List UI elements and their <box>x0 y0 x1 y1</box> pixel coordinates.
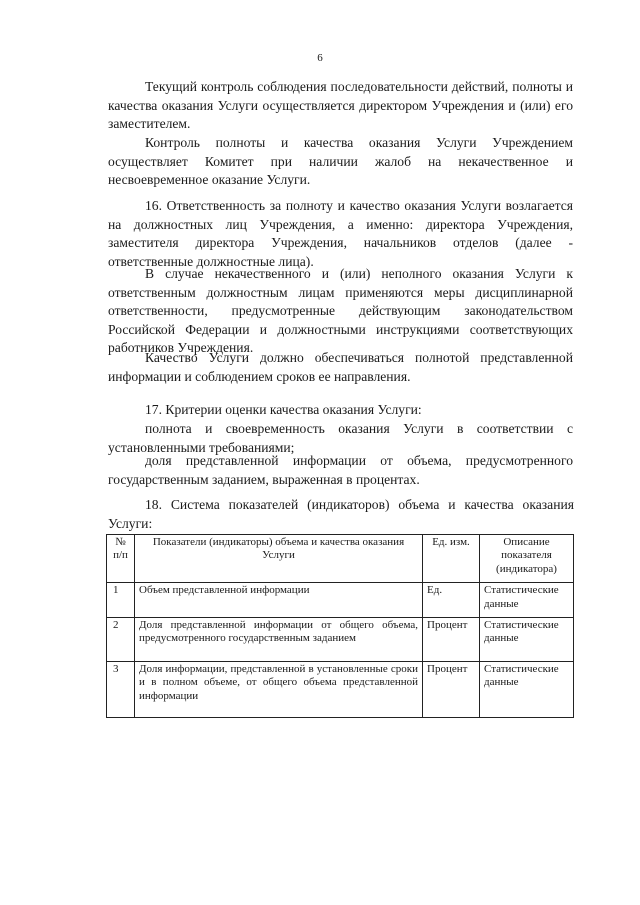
row-unit: Ед. <box>423 583 480 618</box>
indicators-table <box>106 534 574 718</box>
paragraph-17-criteria-heading: 17. Критерии оценки качества оказания Услуги: <box>145 402 422 417</box>
table-row <box>107 618 574 662</box>
paragraph-disciplinary-measures: В случае некачественного и (или) неполного оказания Услуги к ответственным должностным лицам применяются меры дисциплинарной ответственности, предусмотренные действующим законодательством Российской Федерации и должностными инструкциями соответствующих работников Учреждения. <box>108 266 573 356</box>
header-unit: Ед. изм. <box>423 535 480 583</box>
row-unit: Процент <box>423 618 480 662</box>
header-indicator: Показатели (индикаторы) объема и качества оказания Услуги <box>135 535 423 583</box>
page-number: 6 <box>317 52 323 64</box>
row-indicator: Доля представленной информации от общего объема, предусмотренного государственным заданием <box>135 618 423 662</box>
paragraph-criterion-share: доля представленной информации от объема, предусмотренного государственным заданием, выраженная в процентах. <box>108 453 573 487</box>
table-header-row <box>107 535 574 583</box>
row-indicator: Доля информации, представленной в установленные сроки и в полном объеме, от общего объема представленной информации <box>135 662 423 718</box>
paragraph-16-responsibility: 16. Ответственность за полноту и качество оказания Услуги возлагается на должностных лиц Учреждения, а именно: директора Учреждения, заместителя директора Учреждения, начальников отделов (далее - ответственные должностные лица). <box>108 198 573 269</box>
row-num: 1 <box>107 583 135 618</box>
paragraph-current-control: Текущий контроль соблюдения последовательности действий, полноты и качества оказания Услуги осуществляется директором Учреждения и (или) его заместителем. <box>108 79 573 132</box>
paragraph-committee-control: Контроль полноты и качества оказания Услуги Учреждением осуществляет Комитет при наличии жалоб на некачественное и несвоевременное оказание Услуги. <box>108 135 573 188</box>
row-num: 2 <box>107 618 135 662</box>
row-num: 3 <box>107 662 135 718</box>
table-row <box>107 583 574 618</box>
paragraph-service-quality: Качество Услуги должно обеспечиваться полнотой представленной информации и соблюдением сроков ее направления. <box>108 350 573 384</box>
header-description: Описание показателя (индикатора) <box>480 535 574 583</box>
paragraph-criterion-completeness: полнота и своевременность оказания Услуги в соответствии с установленными требованиями; <box>108 421 573 455</box>
table-row <box>107 662 574 718</box>
paragraph-18-indicators-heading: 18. Система показателей (индикаторов) объема и качества оказания Услуги: <box>108 497 574 531</box>
row-description: Статистические данные <box>480 583 574 618</box>
row-description: Статистические данные <box>480 618 574 662</box>
row-unit: Процент <box>423 662 480 718</box>
header-num: № п/п <box>107 535 135 583</box>
row-indicator: Объем представленной информации <box>135 583 423 618</box>
row-description: Статистические данные <box>480 662 574 718</box>
